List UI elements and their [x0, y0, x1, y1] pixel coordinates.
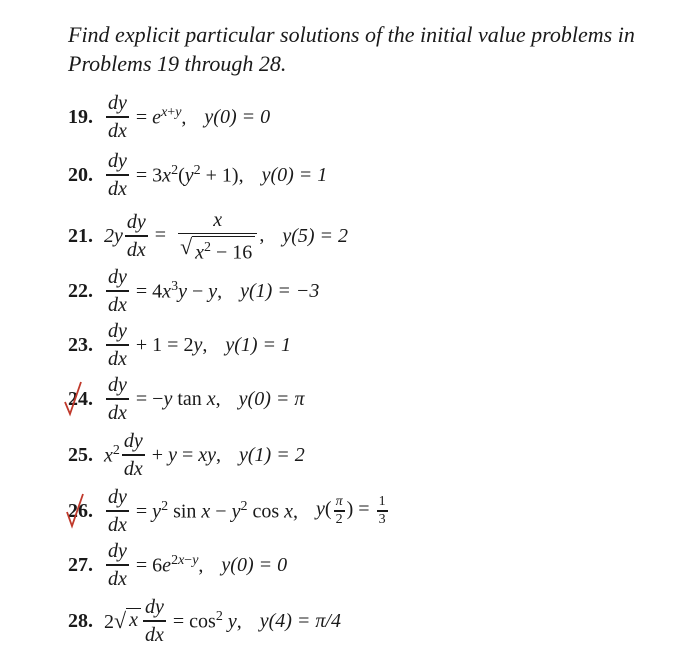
initial-condition: y(1) = −3 — [240, 279, 320, 302]
problem-27 — [68, 536, 287, 594]
equation-rhs: = $\cos^2 y$, — [167, 608, 242, 633]
derivative-fraction: $\frac{dy}{dx}$ — [126, 211, 146, 261]
problem-number: 25. — [68, 443, 93, 466]
derivative-fraction: $\frac{dy}{dx}$ — [108, 150, 127, 200]
initial-condition: y(0) = 0 — [221, 553, 288, 576]
equation-rhs: = x √ $x^2 - 16$ , — [149, 208, 265, 264]
derivative-fraction: $\frac{dy}{dx}$ — [108, 374, 127, 424]
derivative-fraction: $\frac{dy}{dx}$ — [108, 92, 127, 142]
initial-condition: y(0) = 1 — [261, 163, 328, 186]
equation-rhs: = $6e^{2x-y}$, — [130, 552, 204, 577]
problem-19 — [68, 88, 270, 146]
initial-condition: y(0) = 0 — [204, 105, 271, 128]
derivative-fraction: $\frac{dy}{dx}$ — [108, 320, 127, 370]
initial-condition: y( $\frac{\pi}{2}$ ) = $\frac{1}{3}$ — [316, 494, 386, 527]
problem-number: 20. — [68, 163, 93, 186]
equation-prefix: 2y — [104, 224, 123, 247]
problem-instructions: Find explicit particular solutions of the initial value problems in Problems 19 through 28. — [68, 22, 635, 76]
equation-rhs: = $e^{x+y}$, — [130, 104, 187, 129]
derivative-fraction: $\frac{dy}{dx}$ — [123, 430, 143, 480]
problem-number: 28. — [68, 609, 93, 632]
derivative-fraction: $\frac{dy}{dx}$ — [108, 266, 127, 316]
problem-20 — [68, 146, 327, 204]
equation-prefix: $x^2$ — [104, 442, 120, 467]
problem-21 — [68, 204, 348, 268]
problem-number: 27. — [68, 553, 93, 576]
problem-26 — [68, 482, 390, 540]
problem-number: 24. — [68, 387, 93, 410]
initial-condition: y(5) = 2 — [282, 224, 349, 247]
initial-condition: y(1) = 2 — [239, 443, 305, 466]
equation-rhs: = $4x^3y - y$, — [130, 278, 223, 303]
equation-rhs: = −y tan x, — [130, 387, 221, 410]
derivative-fraction: $\frac{dy}{dx}$ — [108, 540, 127, 590]
problem-28 — [68, 592, 341, 650]
equation-rhs: + 1 = 2y, — [130, 333, 208, 356]
problem-24 — [68, 370, 304, 428]
equation-rhs: = $3x^2(y^2 + 1)$, — [130, 162, 244, 187]
problem-22 — [68, 262, 319, 320]
problem-number: 23. — [68, 333, 93, 356]
problem-number: 19. — [68, 105, 93, 128]
problem-number: 26. — [68, 499, 93, 522]
problem-number: 21. — [68, 224, 93, 247]
initial-condition: y(4) = π/4 — [259, 609, 341, 632]
equation-rhs: = $y^2$ $\sin x - y^2$ cos x, — [130, 498, 299, 523]
equation-rhs: + y = xy, — [146, 443, 221, 466]
problem-number: 22. — [68, 279, 93, 302]
initial-condition: y(0) = π — [238, 387, 305, 410]
equation-prefix: 2 √ x — [104, 608, 141, 634]
initial-condition: y(1) = 1 — [225, 333, 292, 356]
problem-23 — [68, 316, 291, 374]
derivative-fraction: $\frac{dy}{dx}$ — [108, 486, 127, 536]
problem-25 — [68, 426, 305, 484]
derivative-fraction: $\frac{dy}{dx}$ — [144, 596, 164, 646]
